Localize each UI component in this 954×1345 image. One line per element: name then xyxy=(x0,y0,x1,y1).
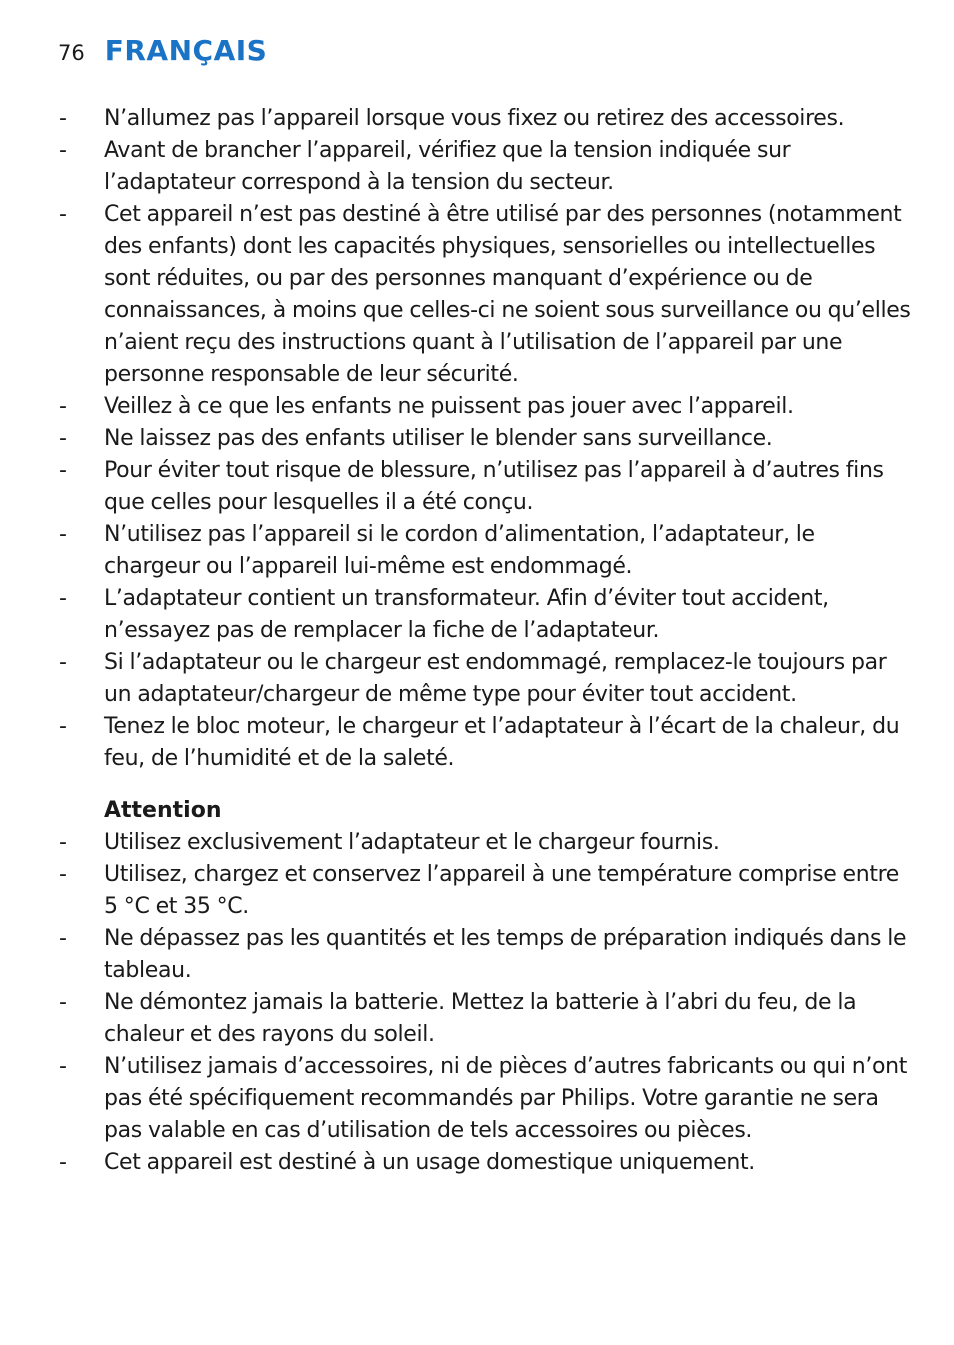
list-item xyxy=(0,135,954,199)
page-header xyxy=(58,34,267,74)
bullet-dash: - xyxy=(59,926,67,951)
list-item-text: Tenez le bloc moteur, le chargeur et l’adaptateur à l’écart de la chaleur, du feu, de l’humidité et de la saleté. xyxy=(104,714,900,771)
list-item-text: N’allumez pas l’appareil lorsque vous fixez ou retirez des accessoires. xyxy=(104,106,845,131)
section-title: FRANÇAIS xyxy=(104,34,268,67)
bullet-dash: - xyxy=(59,586,67,611)
bullet-dash: - xyxy=(59,458,67,483)
attention-heading: Attention xyxy=(104,798,222,823)
list-item xyxy=(0,827,954,859)
bullet-dash: - xyxy=(59,862,67,887)
bullet-dash: - xyxy=(59,394,67,419)
list-item-text: L’adaptateur contient un transformateur. Afin d’éviter tout accident, n’essayez pas de remplacer la fiche de l’adaptateur. xyxy=(104,586,829,643)
list-item xyxy=(0,711,954,775)
bullet-dash: - xyxy=(59,714,67,739)
list-item xyxy=(0,519,954,583)
list-item xyxy=(0,103,954,135)
bullet-dash: - xyxy=(59,202,67,227)
list-item xyxy=(0,647,954,711)
list-item xyxy=(0,391,954,423)
document-body xyxy=(0,103,954,1179)
list-item xyxy=(0,1147,954,1179)
list-item-text: Utilisez exclusivement l’adaptateur et le chargeur fournis. xyxy=(104,830,720,855)
bullet-dash: - xyxy=(59,106,67,131)
list-item xyxy=(0,423,954,455)
list-item xyxy=(0,455,954,519)
bullet-dash: - xyxy=(59,990,67,1015)
bullet-dash: - xyxy=(59,1150,67,1175)
list-item-text: Veillez à ce que les enfants ne puissent pas jouer avec l’appareil. xyxy=(104,394,794,419)
list-item-text: N’utilisez jamais d’accessoires, ni de pièces d’autres fabricants ou qui n’ont pas été spécifiquement recommandés par Philips. Votre garantie ne sera pas valable en cas d’utilisation de tels accessoires ou pièces. xyxy=(104,1054,908,1143)
bullet-dash: - xyxy=(59,138,67,163)
list-item xyxy=(0,923,954,987)
list-item-text: Cet appareil est destiné à un usage domestique uniquement. xyxy=(104,1150,755,1175)
list-item-text: Pour éviter tout risque de blessure, n’utilisez pas l’appareil à d’autres fins que celles pour lesquelles il a été conçu. xyxy=(104,458,884,515)
list-item xyxy=(0,859,954,923)
list-item-text: Ne dépassez pas les quantités et les temps de préparation indiqués dans le tableau. xyxy=(104,926,907,983)
page-number: 76 xyxy=(58,41,85,65)
warnings-list xyxy=(0,103,954,775)
bullet-dash: - xyxy=(59,650,67,675)
list-item xyxy=(0,987,954,1051)
attention-list xyxy=(0,827,954,1179)
list-item xyxy=(0,199,954,391)
list-item-text: Avant de brancher l’appareil, vérifiez que la tension indiquée sur l’adaptateur correspond à la tension du secteur. xyxy=(104,138,791,195)
bullet-dash: - xyxy=(59,830,67,855)
list-item xyxy=(0,1051,954,1147)
list-item-text: Ne laissez pas des enfants utiliser le blender sans surveillance. xyxy=(104,426,773,451)
list-item-text: Cet appareil n’est pas destiné à être utilisé par des personnes (notamment des enfants) dont les capacités physiques, sensorielles ou intellectuelles sont réduites, ou par des personnes manquant d’expérience ou de connaissances, à moins que celles-ci ne soient sous surveillance ou qu’elles n’aient reçu des instructions quant à l’utilisation de l’appareil par une personne responsable de leur sécurité. xyxy=(104,202,911,387)
list-item-text: Ne démontez jamais la batterie. Mettez la batterie à l’abri du feu, de la chaleur et des rayons du soleil. xyxy=(104,990,857,1047)
list-item-text: Utilisez, chargez et conservez l’appareil à une température comprise entre 5 °C et 35 °C. xyxy=(104,862,899,919)
list-item-text: Si l’adaptateur ou le chargeur est endommagé, remplacez-le toujours par un adaptateur/chargeur de même type pour éviter tout accident. xyxy=(104,650,887,707)
list-item-text: N’utilisez pas l’appareil si le cordon d’alimentation, l’adaptateur, le chargeur ou l’appareil lui-même est endommagé. xyxy=(104,522,815,579)
bullet-dash: - xyxy=(59,426,67,451)
bullet-dash: - xyxy=(59,1054,67,1079)
list-item xyxy=(0,583,954,647)
bullet-dash: - xyxy=(59,522,67,547)
